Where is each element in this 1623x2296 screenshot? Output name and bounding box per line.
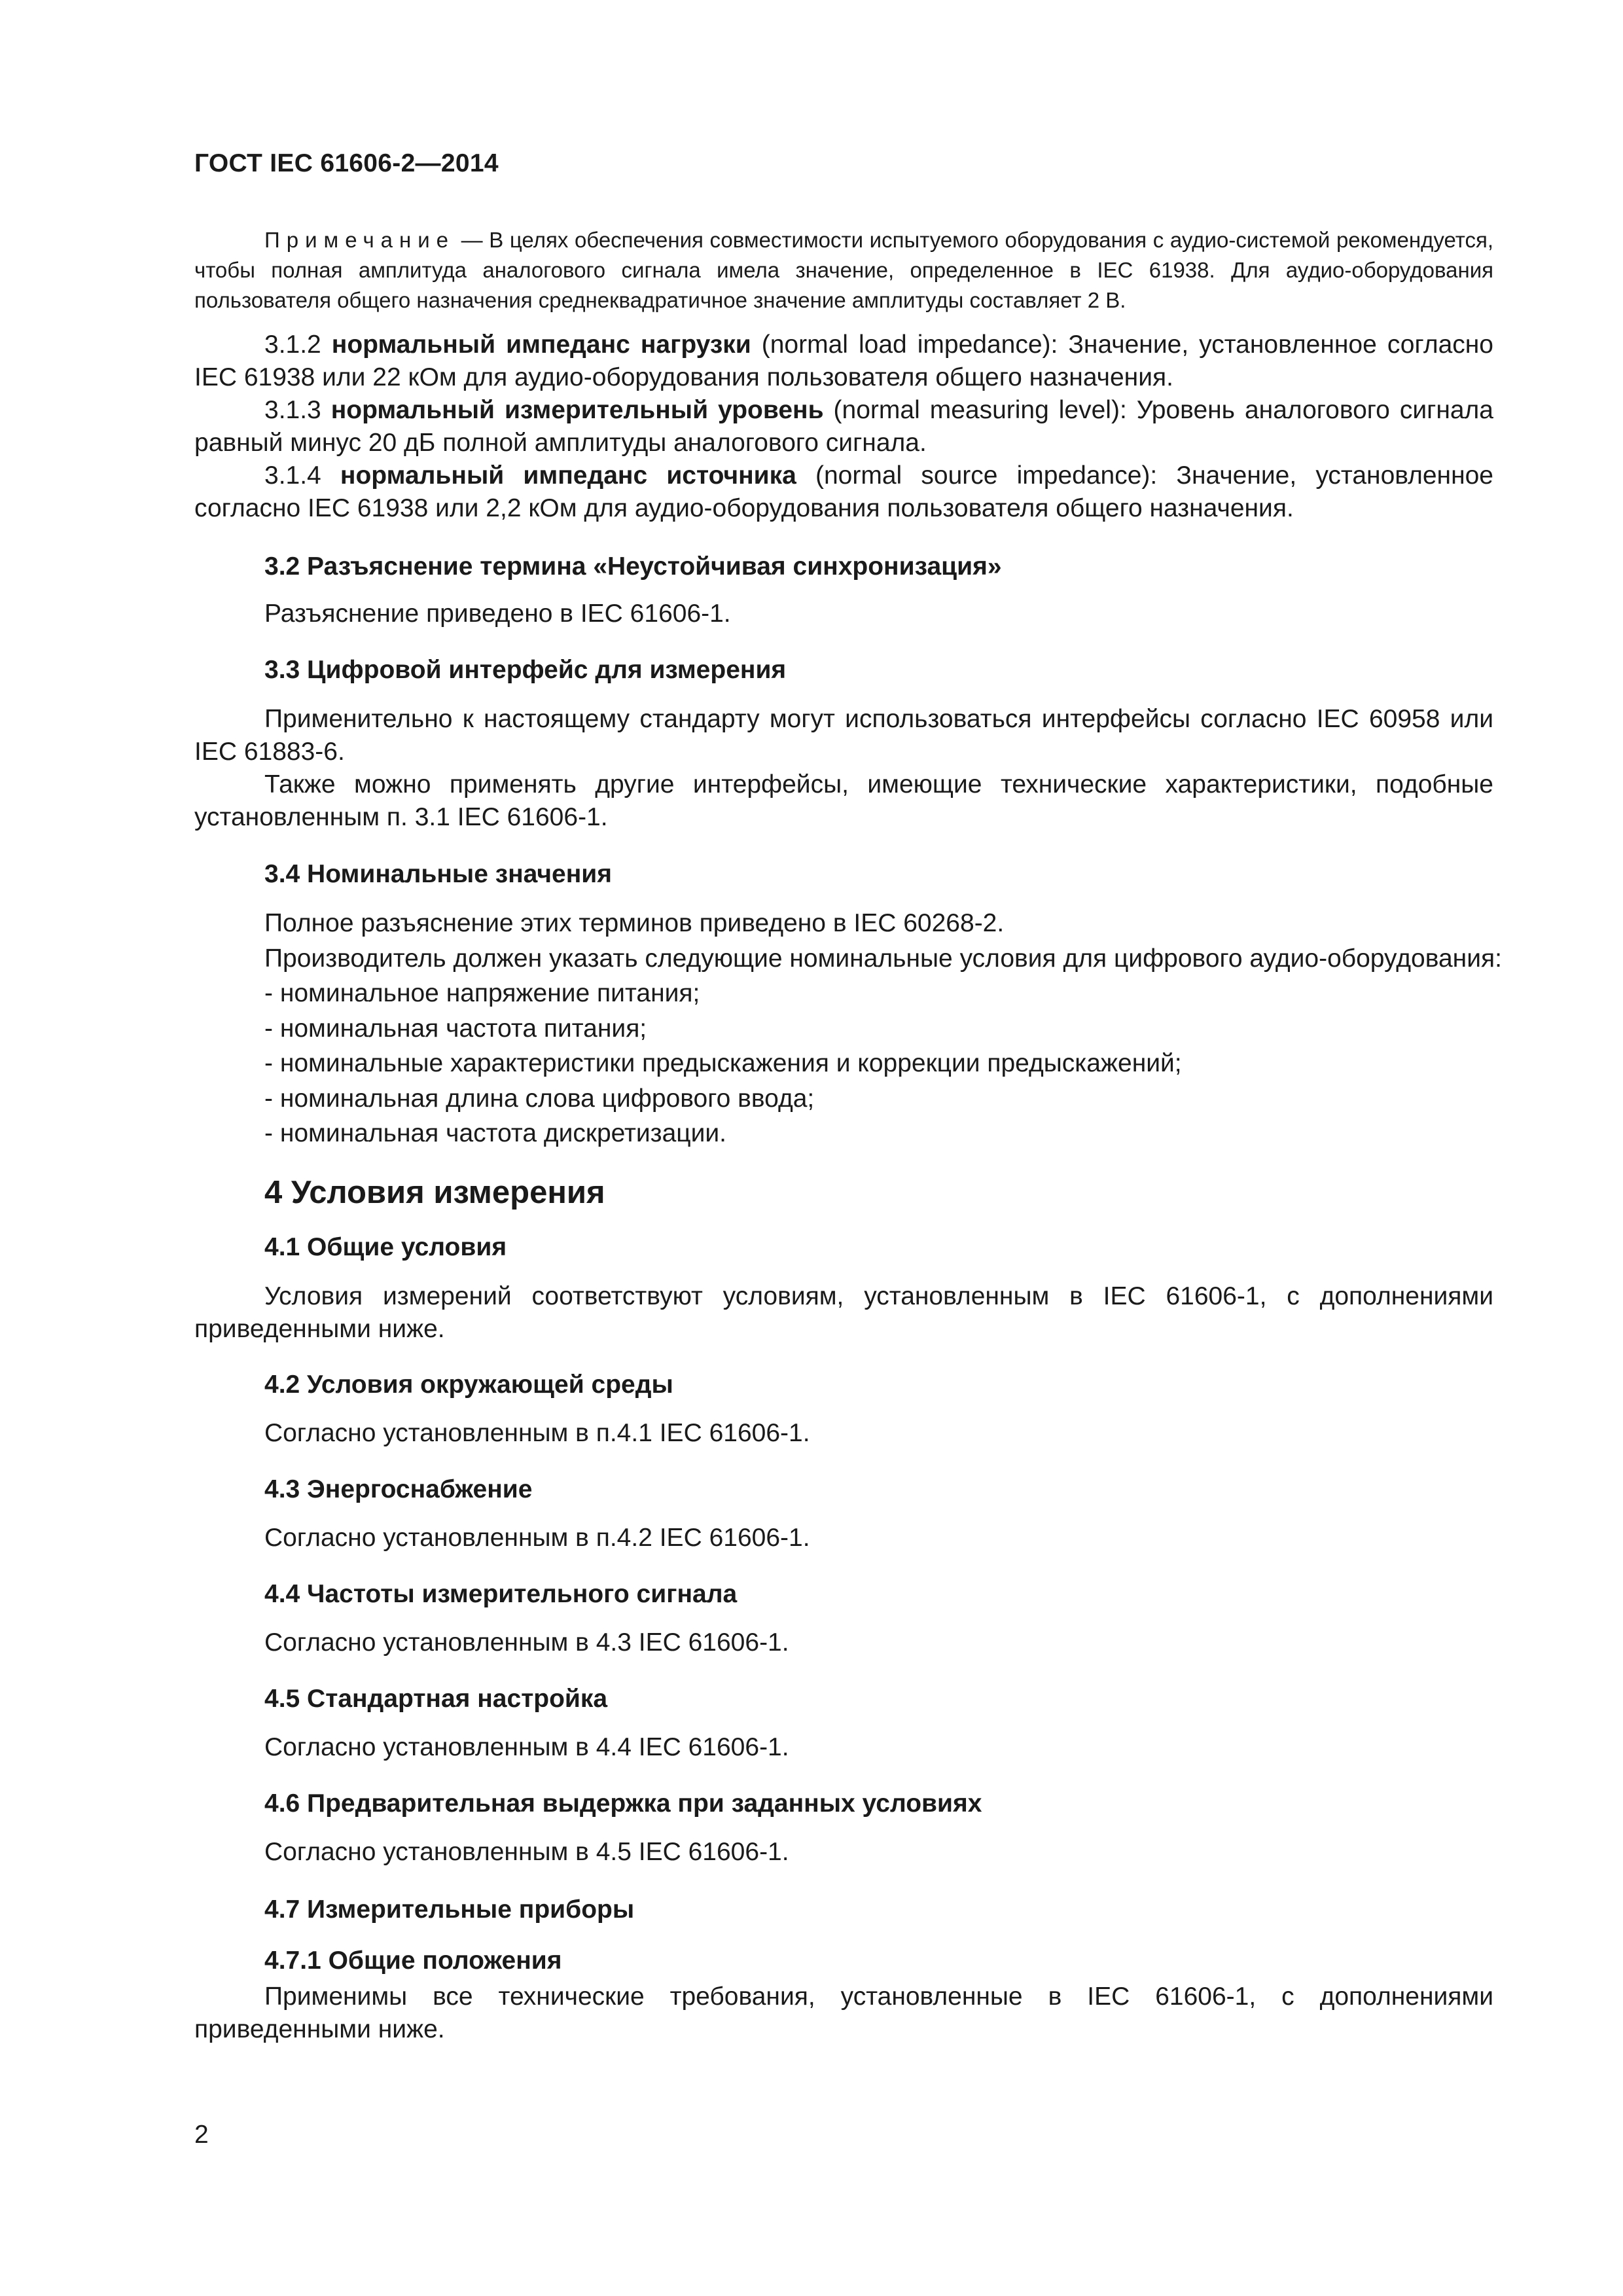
text-4-5: Согласно установленным в 4.4 IEC 61606-1. — [264, 1733, 789, 1761]
heading-4-5: 4.5 Стандартная настройка — [264, 1685, 608, 1713]
note-text: — В целях обеспечения совместимости испытуемого оборудования с аудио-системой рекомендуется, чтобы полная амплитуда аналогового сигнала имела значение, определенное в IEC 61938. Для аудио-оборудования пользователя общего назначения среднеквадратичное значение амплитуды составляет 2 В. — [194, 228, 1493, 312]
heading-4-2: 4.2 Условия окружающей среды — [264, 1371, 673, 1399]
list-item: - номинальная частота дискретизации. — [264, 1119, 726, 1147]
list-item: Полное разъяснение этих терминов приведено в IEC 60268-2. — [264, 909, 1005, 937]
heading-4: 4 Условия измерения — [264, 1175, 605, 1210]
heading-4-3: 4.3 Энергоснабжение — [264, 1475, 533, 1503]
section-4-7-1-text — [194, 1981, 1493, 2046]
heading-3-3: 3.3 Цифровой интерфейс для измерения — [264, 656, 787, 684]
note-paragraph — [194, 225, 1493, 315]
heading-3-4: 3.4 Номинальные значения — [264, 860, 613, 888]
list-item: - номинальная частота питания; — [264, 1014, 647, 1043]
heading-4-7: 4.7 Измерительные приборы — [264, 1895, 635, 1924]
text-4-7-1: Применимы все технические требования, установленные в IEC 61606-1, с дополнениями приведенными ниже. — [194, 1982, 1493, 2043]
list-item: - номинальные характеристики предыскажения и коррекции предыскажений; — [264, 1049, 1182, 1077]
text-3-3-p1: Применительно к настоящему стандарту могут использоваться интерфейсы согласно IEC 60958 или IEC 61883-6. — [194, 705, 1493, 766]
list-item: - номинальная длина слова цифрового ввода; — [264, 1084, 815, 1113]
text-4-4: Согласно установленным в 4.3 IEC 61606-1. — [264, 1628, 789, 1657]
text-4-1: Условия измерений соответствуют условиям, установленным в IEC 61606-1, с дополнениями приведенными ниже. — [194, 1282, 1493, 1343]
definition-3-1-3: 3.1.3 нормальный измерительный уровень (normal measuring level): Уровень аналогового сигнала равный минус 20 дБ полной амплитуды аналогового сигнала. — [194, 396, 1494, 457]
definitions-block — [194, 329, 1493, 525]
section-3-4-list — [264, 906, 1508, 1151]
text-4-2: Согласно установленным в п.4.1 IEC 61606-1. — [264, 1419, 810, 1447]
note-label: Примечание — [264, 228, 455, 252]
text-4-3: Согласно установленным в п.4.2 IEC 61606-1. — [264, 1524, 810, 1552]
heading-3-2: 3.2 Разъяснение термина «Неустойчивая синхронизация» — [264, 552, 1002, 581]
text-3-3-p2: Также можно применять другие интерфейсы, имеющие технические характеристики, подобные установленным п. 3.1 IEC 61606-1. — [194, 770, 1493, 831]
heading-4-7-1: 4.7.1 Общие положения — [264, 1946, 562, 1975]
text-4-6: Согласно установленным в 4.5 IEC 61606-1. — [264, 1838, 789, 1866]
heading-4-4: 4.4 Частоты измерительного сигнала — [264, 1580, 738, 1608]
definition-3-1-4: 3.1.4 нормальный импеданс источника (normal source impedance): Значение, установленное согласно IEC 61938 или 2,2 кОм для аудио-оборудования пользователя общего назначения. — [194, 461, 1493, 522]
heading-4-1: 4.1 Общие условия — [264, 1233, 507, 1261]
definition-3-1-2: 3.1.2 нормальный импеданс нагрузки (normal load impedance): Значение, установленное согласно IEC 61938 или 22 кОм для аудио-оборудования пользователя общего назначения. — [194, 331, 1493, 391]
section-4-1-text — [194, 1280, 1493, 1346]
text-3-2: Разъяснение приведено в IEC 61606-1. — [264, 600, 731, 628]
section-3-3-text — [194, 703, 1493, 834]
heading-4-6: 4.6 Предварительная выдержка при заданных условиях — [264, 1789, 982, 1818]
list-item: Производитель должен указать следующие номинальные условия для цифрового аудио-оборудования: — [264, 944, 1502, 973]
list-item: - номинальное напряжение питания; — [264, 979, 700, 1007]
document-header: ГОСТ IEC 61606-2—2014 — [194, 149, 499, 177]
page-number: 2 — [194, 2121, 209, 2149]
